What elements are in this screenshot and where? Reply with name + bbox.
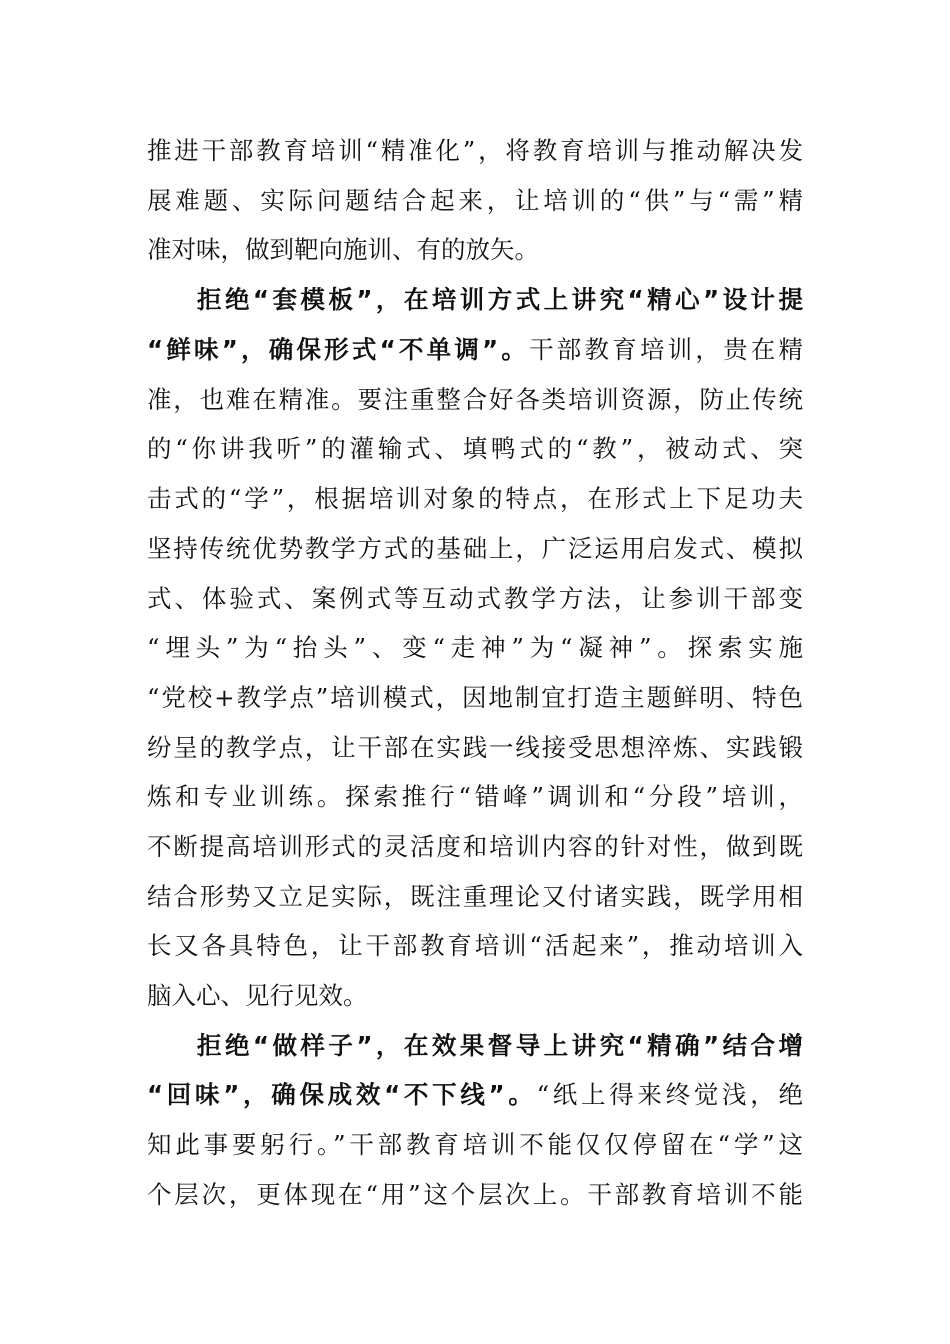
text-line <box>147 579 803 619</box>
text-line <box>147 479 803 519</box>
section-heading: 拒绝“套模板”，在培训方式上讲究“精心”设计提 <box>197 285 803 314</box>
text-run: 准，也难在精准。要注重整合好各类培训资源，防止传统 <box>147 385 803 414</box>
text-run: 式、体验式、案例式等互动式教学方法，让参训干部变 <box>147 584 803 613</box>
text-run: 准对味，做到靶向施训、有的放矢。 <box>147 235 539 264</box>
text-run: 长又各具特色，让干部教育培训“活起来”，推动培训入 <box>147 931 803 960</box>
text-line <box>147 1075 803 1115</box>
section-heading: “回味”，确保成效“不下线”。 <box>147 1080 537 1109</box>
section-heading: 拒绝“做样子”，在效果督导上讲究“精确”结合增 <box>197 1031 803 1060</box>
text-line <box>147 1125 803 1165</box>
text-line <box>147 678 803 718</box>
text-run: 脑入心、见行见效。 <box>147 981 368 1010</box>
text-run: 纷呈的教学点，让干部在实践一线接受思想淬炼、实践锻 <box>147 733 803 762</box>
text-line <box>147 1175 803 1215</box>
text-line <box>147 330 803 370</box>
text-run: 个层次，更体现在“用”这个层次上。干部教育培训不能 <box>147 1180 803 1209</box>
text-line <box>147 380 803 420</box>
text-line <box>147 529 803 569</box>
text-line <box>147 181 803 221</box>
text-run: 展难题、实际问题结合起来，让培训的“供”与“需”精 <box>147 186 803 215</box>
text-line <box>147 230 803 270</box>
text-line <box>147 976 803 1016</box>
text-run: 知此事要躬行。”干部教育培训不能仅仅停留在“学”这 <box>147 1130 803 1159</box>
text-line <box>147 926 803 966</box>
text-line <box>147 628 803 668</box>
text-run: “纸上得来终觉浅，绝 <box>536 1080 803 1109</box>
text-run: 不断提高培训形式的灵活度和培训内容的针对性，做到既 <box>147 832 803 861</box>
section-heading-line <box>197 280 803 320</box>
text-line <box>147 728 803 768</box>
text-line <box>147 131 803 171</box>
text-run: “埋头”为“抬头”、变“走神”为“凝神”。探索实施 <box>147 633 803 662</box>
text-line <box>147 827 803 867</box>
text-run: 坚持传统优势教学方式的基础上，广泛运用启发式、模拟 <box>147 534 803 563</box>
section-heading-line <box>197 1026 803 1066</box>
section-heading: “鲜味”，确保形式“不单调”。 <box>147 335 530 364</box>
text-run: 推进干部教育培训“精准化”，将教育培训与推动解决发 <box>147 136 803 165</box>
text-line <box>147 429 803 469</box>
text-run: 击式的“学”，根据培训对象的特点，在形式上下足功夫 <box>147 484 803 513</box>
text-run: 炼和专业训练。探索推行“错峰”调训和“分段”培训， <box>147 782 803 811</box>
text-run: 干部教育培训，贵在精 <box>529 335 803 364</box>
text-run: “党校+教学点”培训模式，因地制宜打造主题鲜明、特色 <box>147 683 803 712</box>
text-run: 的“你讲我听”的灌输式、填鸭式的“教”，被动式、突 <box>147 434 803 463</box>
text-line <box>147 777 803 817</box>
text-line <box>147 877 803 917</box>
text-run: 结合形势又立足实际，既注重理论又付诸实践，既学用相 <box>147 882 803 911</box>
